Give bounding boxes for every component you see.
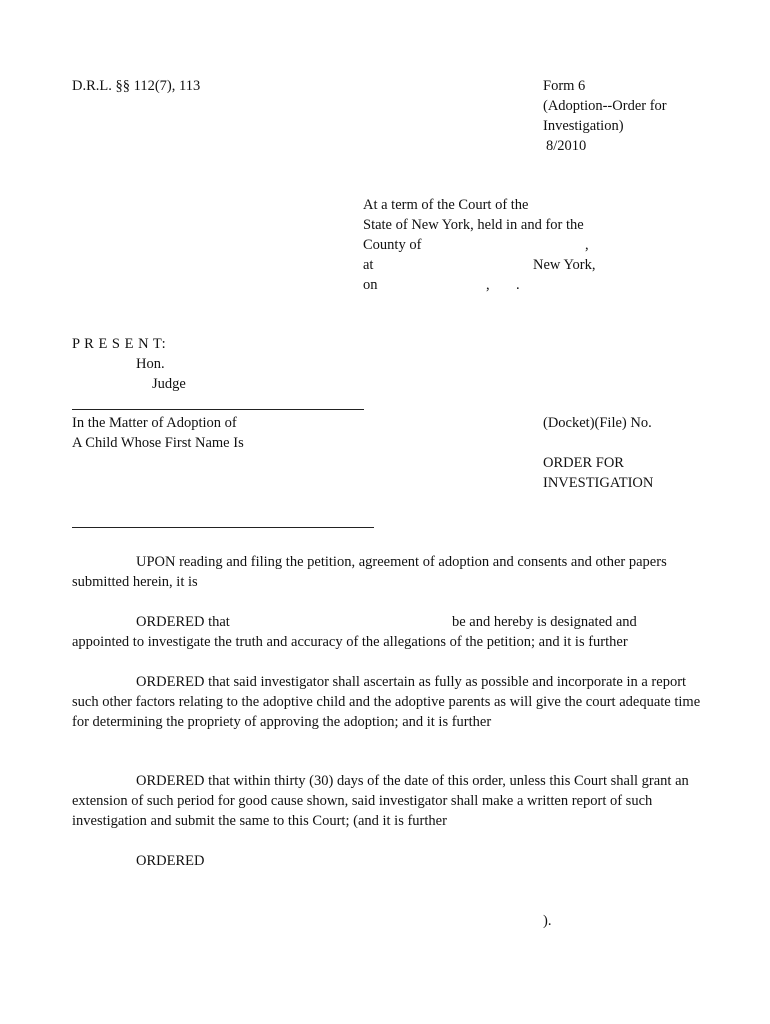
document-title-line-2: INVESTIGATION [543,475,654,491]
designation-text: be and hereby is designated and [452,614,637,630]
caption-bottom-rule [72,527,374,528]
matter-line-1: In the Matter of Adoption of [72,415,237,431]
form-title-line-1: (Adoption--Order for [543,98,667,114]
statute-citation: D.R.L. §§ 112(7), 113 [72,78,201,94]
ordered-label: ORDERED [136,853,205,869]
court-line-1: At a term of the Court of the [363,197,529,213]
at-label: at [363,257,374,273]
paragraph-text: ORDERED that said investigator shall ascertain as fully as possible and incorporate in a report such other factors relating to the adoptive child and the adoptive parents as will give the court adequate time for determining the propriety of approving the adoption; and it is further [72,674,701,730]
paragraph-investigator-report [72,672,708,732]
judge-label: Judge [152,376,186,392]
paragraph-text: UPON reading and filing the petition, agreement of adoption and consents and other papers submitted herein, it is [72,554,667,590]
form-date: 8/2010 [546,138,587,154]
ordered-that-label: ORDERED that [136,614,230,630]
hon-label: Hon. [136,356,165,372]
document-title-line-1: ORDER FOR [543,455,624,471]
court-line-2: State of New York, held in and for the [363,217,584,233]
paragraph-thirty-days [72,771,708,831]
on-label: on [363,277,378,293]
caption-top-rule [72,409,364,410]
county-label: County of [363,237,422,253]
form-number: Form 6 [543,78,586,94]
present-label: P R E S E N T: [72,336,167,352]
form-title-line-2: Investigation) [543,118,624,134]
state-label: New York, [533,257,596,273]
docket-number-label: (Docket)(File) No. [543,415,652,431]
date-period: . [516,277,520,293]
county-comma: , [585,237,589,253]
matter-line-2: A Child Whose First Name Is [72,435,244,451]
designation-line-2: appointed to investigate the truth and accuracy of the allegations of the petition; and it is further [72,634,628,650]
paragraph-text: ORDERED that within thirty (30) days of the date of this order, unless this Court shall grant an extension of such period for good cause shown, said investigator shall make a written report of such investigation and submit the same to this Court; (and it is further [72,773,689,829]
paragraph-upon-reading [72,552,708,592]
date-comma: , [486,277,490,293]
closing-parenthesis: ). [543,913,552,929]
